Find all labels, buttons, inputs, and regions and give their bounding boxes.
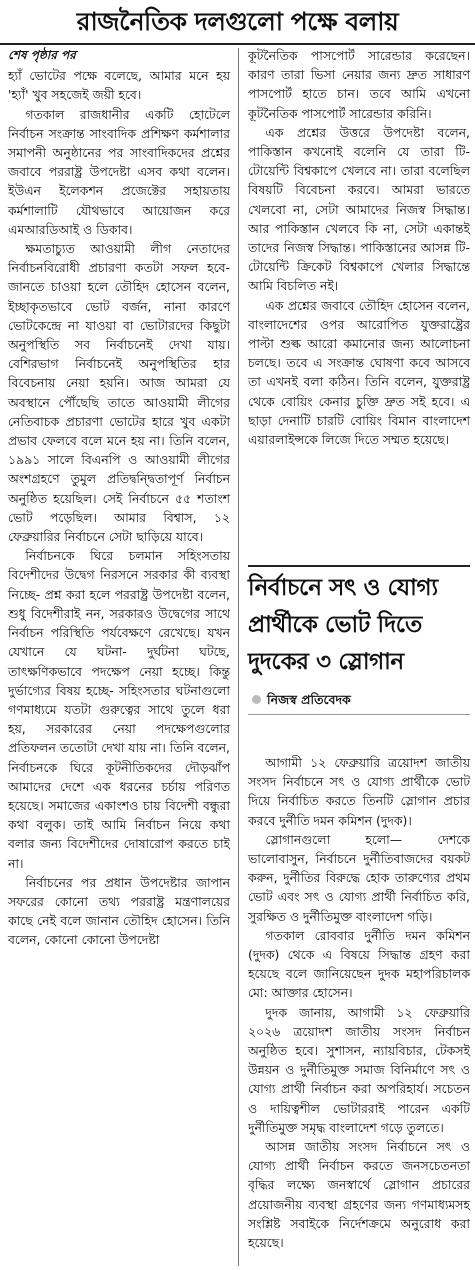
right-column xyxy=(248,46,470,571)
story-separator xyxy=(248,565,470,567)
paragraph: কূটনৈতিক পাসপোর্ট সারেন্ডার করেছেন। কারণ তারা ভিসা নেয়ার জন্য দ্রুত সাধারণ পাসপোর্ট হাতে চান। তবে আমি এখনো কূটনৈতিক পাসপোর্ট সারেন্ডার করিনি। xyxy=(248,48,470,121)
story-headline: নির্বাচনে সৎ ও যোগ্য প্রার্থীকে ভোট দিতে দুদকের ৩ স্লোগান xyxy=(248,575,438,675)
paragraph: এক প্রশ্নের জবাবে তৌহিদ হোসেন বলেন, বাংলাদেশের ওপর আরোপিত যুক্তরাষ্ট্রের পাল্টা শুল্ক আরো কমানোর জন্য আলোচনা চলছে। তবে এ সংক্রান্ত ঘোষণা কবে আসবে তা এখনই বলা কঠিন। তিনি বলেন, যুক্তরাষ্ট্র থেকে বোয়িং কেনার চুক্তি দ্রুত সই হবে। এ ছাড়া দেনাটি চারটি বোয়িং বিমান বাংলাদেশ এয়ারলাইন্সকে লিজে দিতে সম্মত হয়েছে। xyxy=(248,297,470,448)
paragraph: নির্বাচনের পর প্রধান উপদেষ্টার জাপান সফরের কোনো তথ্য পররাষ্ট্র মন্ত্রণালয়ের কাছে নেই বলে জানান তৌহিদ হোসেন। তিনি বলেন, কোনো কোনো উপদেষ্টা xyxy=(8,874,230,948)
paragraph: নির্বাচনকে ঘিরে চলমান সহিংসতায় বিদেশীদের উদ্বেগ নিরসনে সরকার কী ব্যবস্থা নিচ্ছে- প্রশ্ন করা হলে পররাষ্ট্র উপদেষ্টা বলেন, শুধু বিদেশীরাই নন, সরকারও উদ্বেগের সাথে নির্বাচন পরিস্থিতি পর্যবেক্ষণে রেখেছে। যখন যেখানে যে ঘটনা- দুর্ঘটনা ঘটছে, তাৎক্ষণিকভাবে পদক্ষেপ নেয়া হচ্ছে। কিন্তু দুর্ভাগ্যের বিষয় হচ্ছে- সহিংসতার ঘটনাগুলো গণমাধ্যমে যতটা গুরুত্বের সাথে তুলে ধরা হয়, সরকারের নেয়া পদক্ষেপগুলোর প্রতিফলন ততোটা দেখা যায় না। তিনি বলেন, নির্বাচনকে ঘিরে কূটনীতিকদের দৌড়ঝাঁপ আমাদের দেশে এক ধরনের চর্চায় পরিণত হয়েছে। সমাজের একাংশও চায় বিদেশী বন্ধুরা কথা বলুক। তাই আমি নির্বাচন নিয়ে কথা বলার জন্য বিদেশীদের দোষারোপ করতে চাই না। xyxy=(8,548,230,871)
paragraph: হ্যাঁ ভোটের পক্ষে বলেছে, আমার মনে হয় 'হ্যাঁ' খুব সহজেই জয়ী হবে। xyxy=(8,68,230,103)
byline-text: নিজস্ব প্রতিবেদক xyxy=(267,692,351,707)
paragraph: ক্ষমতাচ্যুত আওয়ামী লীগ নেতাদের নির্বাচনবিরোধী প্রচারণা কতটা সফল হবে- জানতে চাওয়া হলে তৌহিদ হোসেন বলেন, ইচ্ছাকৃতভাবে ভোট বর্জন, নানা কারণে ভোটকেন্দ্রে না যাওয়া বা ভোটারদের কিছুটা অনুপস্থিতি সব নির্বাচনেই দেখা যায়। বেশিরভাগ নির্বাচনেই অনুপস্থিতির হার বিবেচনায় নেয়া হয়নি। আজ আমরা যে অবস্থানে পৌঁছেছি তাতে আওয়ামী লীগের নেতিবাচক প্রচারণা ভোটের হারে খুব একটা প্রভাব ফেলবে বলে মনে হয় না। তিনি বলেন, ১৯৯১ সালে বিএনপি ও আওয়ামী লীগের অংশগ্রহণে তুমুল প্রতিদ্বন্দ্বিতাপূর্ণ নির্বাচন অনুষ্ঠিত হয়েছিল। সেই নির্বাচনে ৫৫ শতাংশ ভোট পড়েছিল। আমার বিশ্বাস, ১২ ফেব্রুয়ারির নির্বাচনে সেটা ছাড়িয়ে যাবে। xyxy=(8,241,230,545)
bullet-icon xyxy=(252,695,261,704)
byline-rule xyxy=(248,714,470,715)
paragraph: গতকাল রাজধানীর একটি হোটেলে নির্বাচন সংক্রান্ত সাংবাদিক প্রশিক্ষণ কর্মশালার সমাপনী অনুষ্ঠানের পর সাংবাদিকদের প্রশ্নের জবাবে পররাষ্ট্র উপদেষ্টা এসব কথা বলেন। ইউএন ইলেকশন প্রজেক্টের সহায়তায় কর্মশালাটি যৌথভাবে আয়োজন করে এমআরডিআই ও ডিকাব। xyxy=(8,106,230,237)
story-body xyxy=(248,753,470,1263)
continued-label: শেষ পৃষ্ঠার পর xyxy=(8,48,76,62)
headline-continued-story: রাজনৈতিক দলগুলো পক্ষে বলায় xyxy=(76,7,399,36)
left-column xyxy=(8,46,230,1266)
paragraph: দুদক জানায়, আগামী ১২ ফেব্রুয়ারি ২০২৬ ত্রয়োদশ জাতীয় সংসদ নির্বাচন অনুষ্ঠিত হবে। সুশাসন, ন্যায়বিচার, টেকসই উন্নয়ন ও দুর্নীতিমুক্ত সমাজ বিনির্মাণে সৎ ও যোগ্য প্রার্থী নির্বাচন করা অপরিহার্য। সচেতন ও দায়িত্বশীল ভোটাররাই পারেন একটি দুর্নীতিমুক্ত সমৃদ্ধ বাংলাদেশ গড়ে তুলতে। xyxy=(248,1004,470,1135)
paragraph: আগামী ১২ ফেব্রুয়ারি ত্রয়োদশ জাতীয় সংসদ নির্বাচনে সৎ ও যোগ্য প্রার্থীকে ভোট দিয়ে নির্বাচিত করতে তিনটি স্লোগান প্রচার করবে দুর্নীতি দমন কমিশন (দুদক)। xyxy=(248,755,470,828)
column-divider xyxy=(238,48,239,1266)
paragraph: স্লোগানগুলো হলো— দেশকে ভালোবাসুন, নির্বাচনে দুর্নীতিবাজদের বয়কট করুন, দুর্নীতির বিরুদ্ধে হোক তারুণ্যের প্রথম ভোট এবং সৎ ও যোগ্য প্রার্থী নির্বাচিত করি, সুরক্ষিত ও দুর্নীতিমুক্ত বাংলাদেশ গড়ি। xyxy=(248,831,470,924)
byline xyxy=(248,690,470,710)
paragraph: গতকাল রোববার দুর্নীতি দমন কমিশন (দুদক) থেকে এ বিষয়ে সিদ্ধান্ত গ্রহণ করা হয়েছে বলে জানিয়েছেন দুদক মহাপরিচালক মো: আক্তার হোসেন। xyxy=(248,927,470,1001)
headline-rule xyxy=(0,43,475,45)
paragraph: এক প্রশ্নের উত্তরে উপদেষ্টা বলেন, পাকিস্তান কখনোই বলেনি যে তারা টি-টোয়েন্টি বিশ্বকাপে খেলবে না। তারা বলেছিল বিষয়টি বিবেচনা করবে। আমরা ভারতে খেলবো না, সেটা আমাদের নিজস্ব সিদ্ধান্ত। আর পাকিস্তান খেলবে কি না, সেটা একান্তই তাদের নিজস্ব সিদ্ধান্ত। পাকিস্তানের আসন্ন টি-টোয়েন্টি ক্রিকেট বিশ্বকাপে খেলার সিদ্ধান্তে আমি বিচলিত নই। xyxy=(248,124,470,294)
paragraph: আসন্ন জাতীয় সংসদ নির্বাচনে সৎ ও যোগ্য প্রার্থী নির্বাচন করতে জনসচেতনতা বৃদ্ধির লক্ষ্যে জনস্বার্থে স্লোগান প্রচারের প্রয়োজনীয় ব্যবস্থা গ্রহণের জন্য গণমাধ্যমসহ সংশ্লিষ্ট সবাইকে নির্দেশক্রমে অনুরোধ করা হয়েছে। xyxy=(248,1139,470,1251)
